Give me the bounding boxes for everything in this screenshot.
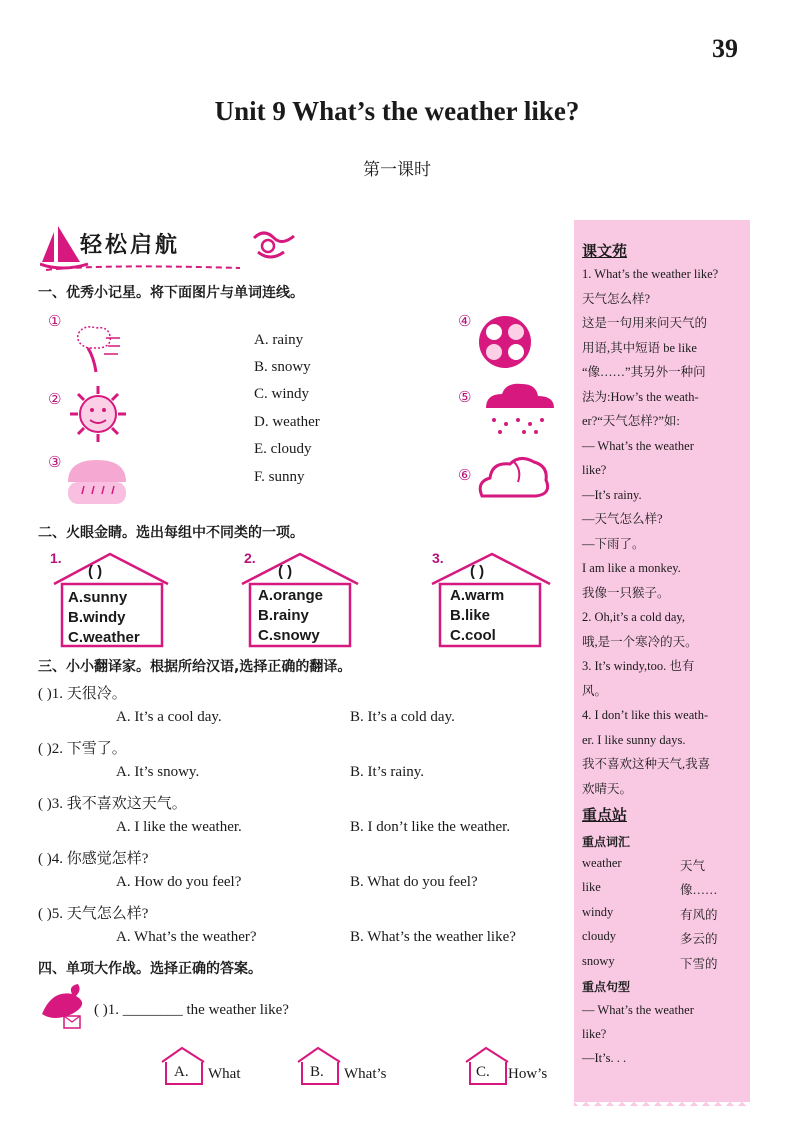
word-d: D. weather	[254, 414, 320, 430]
sidebar-note-line: 天气怎么样?	[582, 291, 651, 306]
translate-q1-option-b[interactable]: B. It’s a cold day.	[350, 709, 455, 725]
house-2-option-c: C.snowy	[258, 627, 320, 644]
translate-q3: ( )3. 我不喜欢这天气。	[38, 796, 187, 812]
sidebar-note-line: —下雨了。	[582, 536, 645, 551]
picture-num-5: ⑤	[458, 388, 472, 406]
house-3-blank[interactable]: ( )	[470, 563, 485, 580]
house-num-2: 2.	[244, 550, 256, 566]
option-b-text[interactable]: What’s	[344, 1066, 387, 1082]
vocab-meaning: 下雪的	[680, 957, 718, 971]
word-a: A. rainy	[254, 332, 304, 348]
word-f: F. sunny	[254, 469, 305, 485]
picture-num-6: ⑥	[458, 466, 472, 484]
translate-q5: ( )5. 天气怎么样?	[38, 906, 149, 922]
windy-tree-icon	[66, 318, 126, 374]
sun-icon	[66, 384, 130, 444]
sidebar-note-line: er. I like sunny days.	[582, 732, 686, 747]
translate-q2: ( )2. 下雪了。	[38, 741, 127, 757]
sidebar-heading-key-points: 重点站	[582, 806, 628, 824]
translate-q2-option-b[interactable]: B. It’s rainy.	[350, 764, 425, 780]
sentence-line: — What’s the weather	[582, 1003, 694, 1017]
vocab-item	[582, 856, 746, 871]
house-3-option-c: C.cool	[450, 627, 496, 644]
snow-cloud-icon	[482, 380, 560, 440]
sidebar-heading-text-garden: 课文苑	[582, 242, 628, 260]
house-3-option-a: A.warm	[450, 587, 505, 604]
sidebar-note-line: 4. I don’t like this weath-	[582, 708, 709, 722]
house-num-3: 3.	[432, 550, 444, 566]
vocab-meaning: 像……	[680, 883, 718, 897]
house-2-blank[interactable]: ( )	[278, 563, 293, 580]
option-c-text[interactable]: How’s	[508, 1066, 548, 1082]
sidebar-note-line: 2. Oh,it’s a cold day,	[582, 610, 685, 624]
house-2-option-a: A.orange	[258, 587, 324, 604]
vocab-word: weather	[582, 856, 622, 870]
house-num-1: 1.	[50, 550, 62, 566]
rain-cloud-icon	[64, 452, 130, 510]
vocab-item	[582, 954, 746, 969]
sidebar-sub-sentences: 重点句型	[582, 980, 631, 994]
sidebar-sub-vocab: 重点词汇	[582, 835, 631, 849]
house-2-option-b: B.rainy	[258, 607, 309, 624]
sidebar-note-line: 1. What’s the weather like?	[582, 267, 719, 281]
house-3-option-b: B.like	[450, 607, 491, 624]
house-1-blank[interactable]: ( )	[88, 563, 103, 580]
page-number: 39	[712, 34, 738, 63]
picture-num-4: ④	[458, 312, 472, 330]
vocab-item	[582, 929, 746, 944]
translate-q4: ( )4. 你感觉怎样?	[38, 851, 149, 867]
sidebar-note-line: I am like a monkey.	[582, 561, 681, 575]
house-1-option-b: B.windy	[68, 609, 126, 626]
translate-q1-option-a[interactable]: A. It’s a cool day.	[116, 709, 222, 725]
picture-num-3: ③	[48, 453, 62, 471]
translate-q5-option-b[interactable]: B. What’s the weather like?	[350, 929, 516, 945]
vocab-meaning: 多云的	[680, 932, 718, 946]
vocab-meaning: 天气	[680, 859, 706, 873]
section4-title: 四、单项大作战。选择正确的答案。	[38, 961, 262, 977]
word-c: C. windy	[254, 386, 310, 402]
sidebar-note-line: “像……”其另外一种问	[582, 365, 706, 379]
translate-q4-option-a[interactable]: A. How do you feel?	[116, 874, 242, 890]
sidebar-note-line: —It’s rainy.	[582, 487, 642, 502]
word-e: E. cloudy	[254, 441, 312, 457]
weather-symbols-icon	[470, 314, 540, 370]
sidebar-note-line: 哦,是一个寒冷的天。	[582, 634, 698, 649]
translate-q5-option-a[interactable]: A. What’s the weather?	[116, 929, 257, 945]
vocab-word: like	[582, 880, 601, 894]
option-b-letter[interactable]: B.	[310, 1064, 324, 1080]
page-title: Unit 9 What’s the weather like?	[214, 96, 580, 126]
picture-num-1: ①	[48, 312, 62, 330]
lesson-subtitle: 第一课时	[363, 160, 431, 180]
cloudy-icon	[474, 452, 552, 508]
option-a-text[interactable]: What	[208, 1066, 241, 1082]
notes-sidebar	[574, 220, 750, 1106]
sidebar-note-line: 我不喜欢这种天气,我喜	[582, 757, 711, 771]
sidebar-note-line: er?“天气怎样?”如:	[582, 414, 680, 428]
dove-icon	[38, 984, 92, 1032]
sidebar-note-line: 我像一只猴子。	[582, 585, 670, 600]
translate-q2-option-a[interactable]: A. It’s snowy.	[116, 764, 200, 780]
mc-q1: ( )1. ________ the weather like?	[94, 1002, 289, 1018]
section2-title: 二、火眼金睛。选出每组中不同类的一项。	[38, 525, 304, 541]
translate-q3-option-b[interactable]: B. I don’t like the weather.	[350, 819, 511, 835]
vocab-word: windy	[582, 905, 614, 919]
banner-title: 轻松启航	[80, 233, 181, 258]
translate-q3-option-a[interactable]: A. I like the weather.	[116, 819, 242, 835]
sidebar-note-line: 欢晴天。	[582, 781, 633, 796]
option-a-letter[interactable]: A.	[174, 1064, 189, 1080]
translate-q4-option-b[interactable]: B. What do you feel?	[350, 874, 478, 890]
option-c-letter[interactable]: C.	[476, 1064, 490, 1080]
vocab-item	[582, 880, 746, 895]
sidebar-note-line: 这是一句用来问天气的	[582, 316, 708, 330]
translate-q1: ( )1. 天很冷。	[38, 686, 127, 702]
vocab-word: snowy	[582, 954, 615, 968]
sidebar-note-line: 法为:How’s the weath-	[582, 389, 699, 404]
sidebar-note-line: 3. It’s windy,too. 也有	[582, 659, 695, 673]
vocab-word: cloudy	[582, 929, 617, 943]
section3-title: 三、小小翻译家。根据所给汉语,选择正确的翻译。	[38, 659, 352, 675]
vocab-meaning: 有风的	[680, 908, 718, 922]
sidebar-note-line: 风。	[582, 683, 608, 698]
sidebar-note-line: — What’s the weather	[582, 438, 694, 453]
sentence-line: —It’s. . .	[582, 1051, 627, 1065]
section1-title: 一、优秀小记星。将下面图片与单词连线。	[38, 285, 304, 301]
picture-num-2: ②	[48, 390, 62, 408]
sidebar-note-line: 用语,其中短语 be like	[582, 340, 697, 355]
house-1-option-a: A.sunny	[68, 589, 128, 606]
house-1-option-c: C.weather	[68, 629, 140, 646]
sidebar-note-line: like?	[582, 463, 607, 477]
sentence-line: like?	[582, 1027, 607, 1041]
vocab-item	[582, 905, 746, 920]
sidebar-note-line: —天气怎么样?	[582, 512, 663, 526]
word-b: B. snowy	[254, 359, 311, 375]
